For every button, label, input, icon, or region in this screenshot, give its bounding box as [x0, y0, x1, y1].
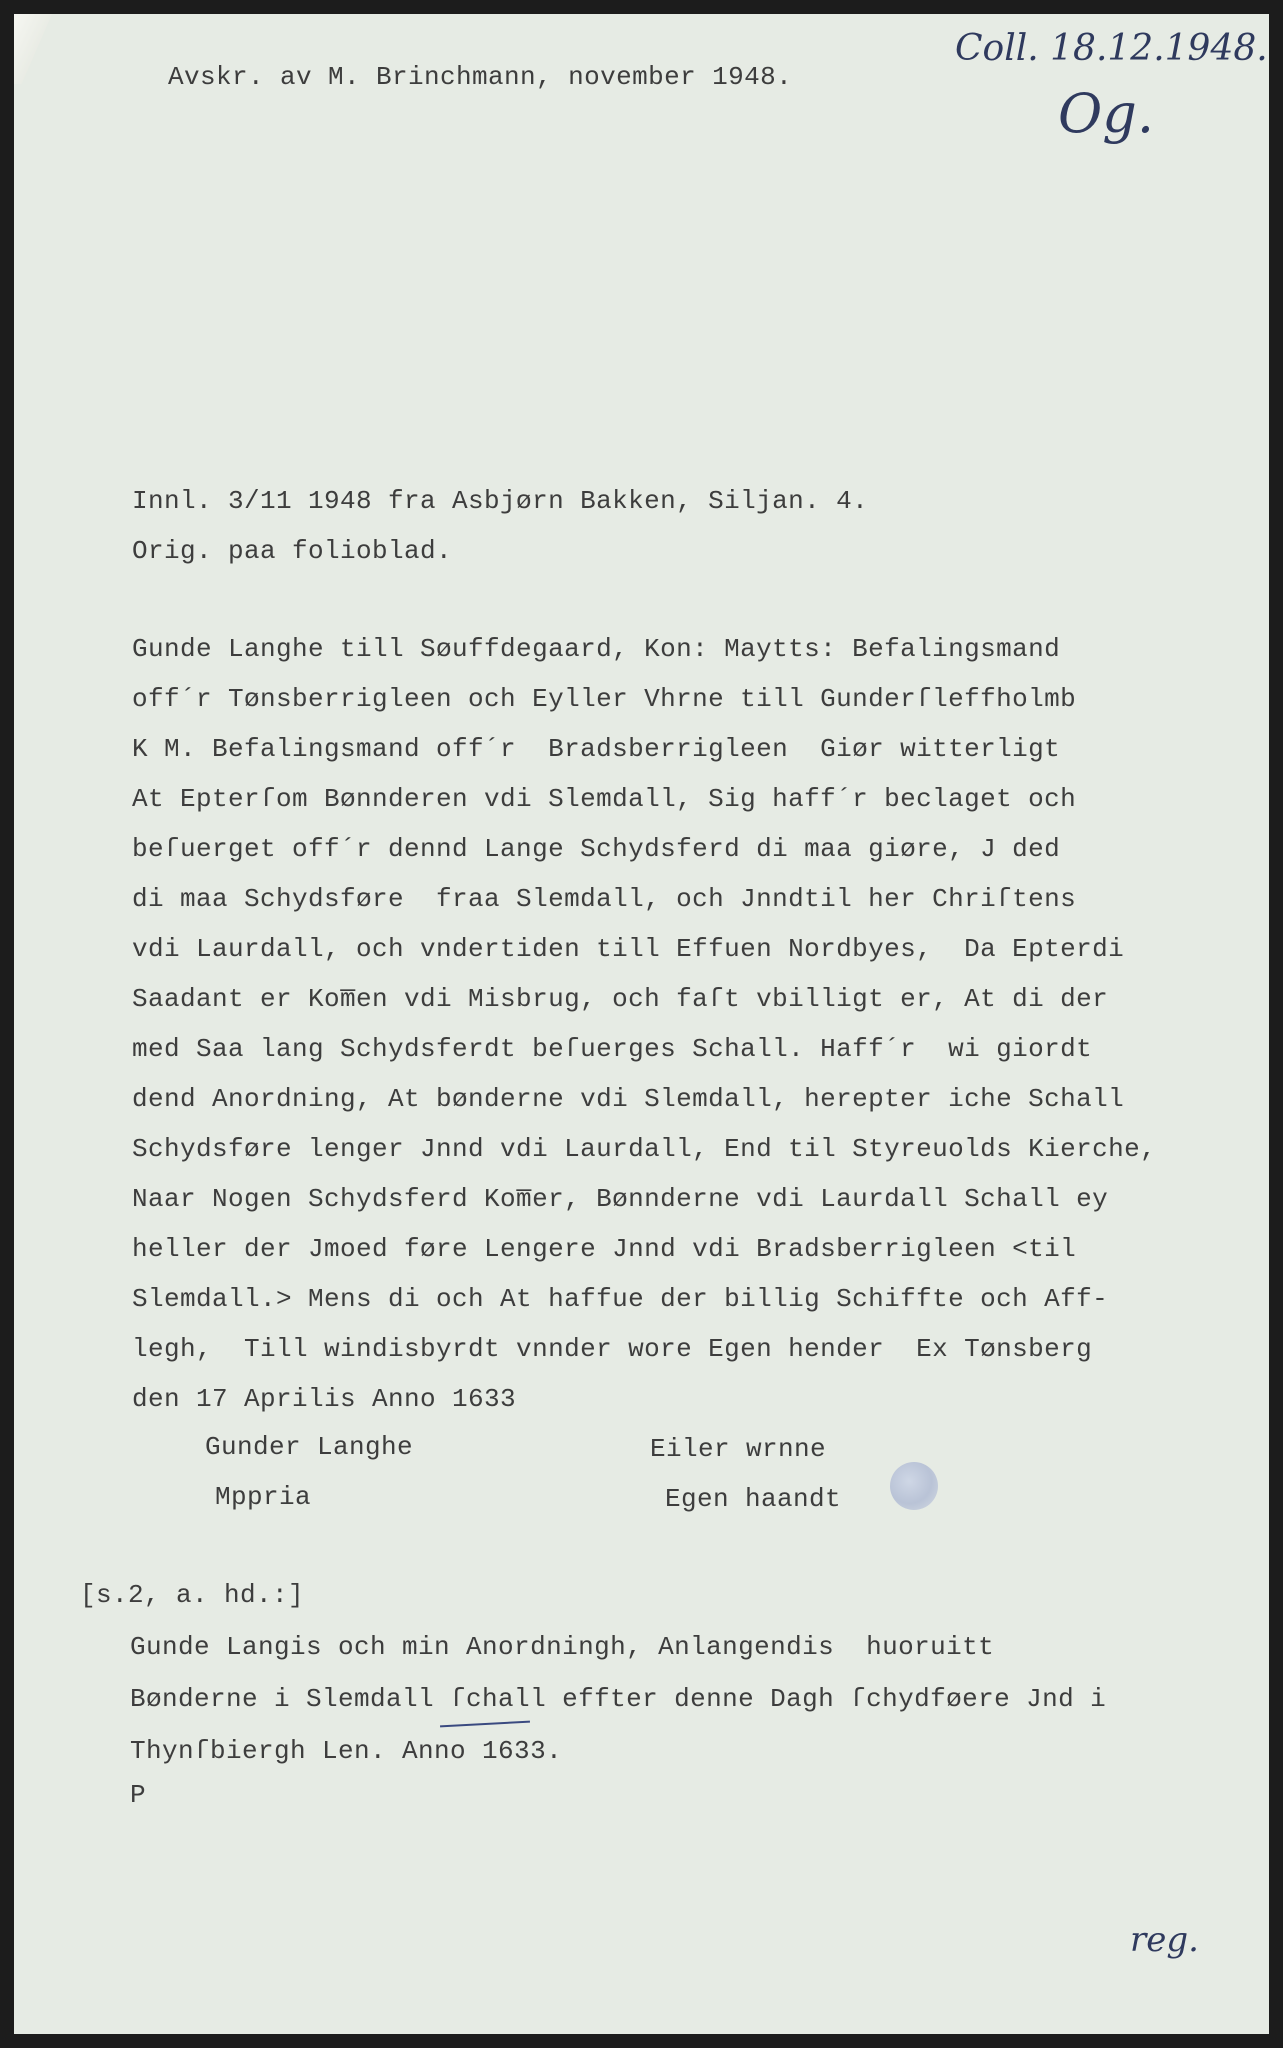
body-line: Slemdall.> Mens di och At haffue der billig Schiffte och Aff-	[132, 1284, 1109, 1314]
signature-right-sub: Egen haandt	[665, 1484, 842, 1514]
body-line: den 17 Aprilis Anno 1633	[132, 1384, 517, 1414]
signature-left-name: Gunder Langhe	[205, 1432, 414, 1462]
handwritten-reg-note: reg.	[1130, 1920, 1199, 1960]
transcriber-line: Avskr. av M. Brinchmann, november 1948.	[168, 62, 793, 92]
seal-stamp	[890, 1462, 938, 1510]
signature-right-name: Eiler wrnne	[650, 1434, 827, 1464]
page2-line: Gunde Langis och min Anordningh, Anlangendis huoruitt	[130, 1632, 995, 1662]
page2-line: Bønderne i Slemdall ſchall effter denne Dagh ſchydføere Jnd i	[130, 1684, 1107, 1714]
body-line: Saadant er Kom̅en vdi Misbrug, och faſt vbilligt er, At di der	[132, 984, 1109, 1014]
body-line: Schydsføre lenger Jnnd vdi Laurdall, End til Styreuolds Kierche,	[132, 1134, 1157, 1164]
received-line: Innl. 3/11 1948 fra Asbjørn Bakken, Siljan. 4.	[132, 486, 869, 516]
body-line: med Saa lang Schydsferdt beſuerges Schall. Haff´r wi giordt	[132, 1034, 1093, 1064]
body-line: heller der Jmoed føre Lengere Jnnd vdi Bradsberrigleen <til	[132, 1234, 1077, 1264]
handwritten-initials: Og.	[1058, 82, 1155, 145]
body-line: legh, Till windisbyrdt vnnder wore Egen hender Ex Tønsberg	[132, 1334, 1093, 1364]
body-line: K M. Befalingsmand off´r Bradsberrigleen Giør witterligt	[132, 734, 1061, 764]
body-line: dend Anordning, At bønderne vdi Slemdall, herepter iche Schall	[132, 1084, 1125, 1114]
page2-marker: [s.2, a. hd.:]	[80, 1580, 305, 1610]
body-line: vdi Laurdall, och vndertiden till Effuen Nordbyes, Da Epterdi	[132, 934, 1125, 964]
document-sheet	[14, 14, 1269, 2034]
signature-left-sub: Mppria	[215, 1482, 312, 1512]
body-line: At Epterſom Bønnderen vdi Slemdall, Sig haff´r beclaget och	[132, 784, 1077, 814]
page2-line: Thynſbiergh Len. Anno 1633.	[130, 1736, 563, 1766]
page2-line: P	[130, 1780, 147, 1810]
original-line: Orig. paa folioblad.	[132, 536, 453, 566]
body-line: di maa Schydsføre fraa Slemdall, och Jnndtil her Chriſtens	[132, 884, 1077, 914]
body-line: Gunde Langhe till Søuffdegaard, Kon: Maytts: Befalingsmand	[132, 634, 1061, 664]
body-line: off´r Tønsberrigleen och Eyller Vhrne till Gunderſleffholmb	[132, 684, 1077, 714]
body-line: beſuerget off´r dennd Lange Schydsferd di maa giøre, J ded	[132, 834, 1061, 864]
body-line: Naar Nogen Schydsferd Kom̅er, Bønnderne vdi Laurdall Schall ey	[132, 1184, 1109, 1214]
handwritten-collation-note: Coll. 18.12.1948.	[955, 28, 1268, 69]
